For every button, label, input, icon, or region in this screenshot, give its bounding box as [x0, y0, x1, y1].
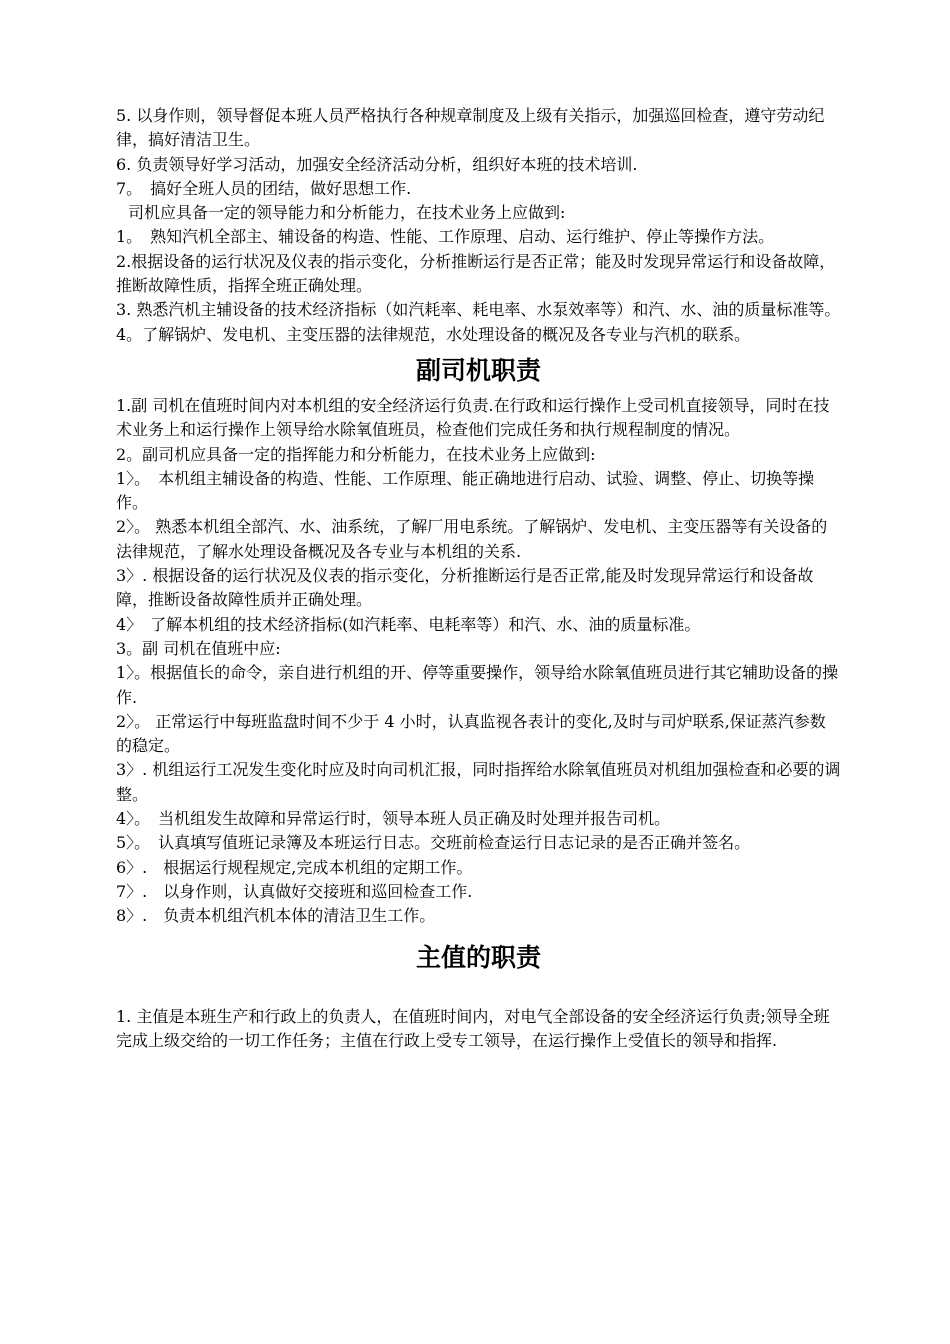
paragraph: 2〉。 熟悉本机组全部汽、水、油系统，了解厂用电系统。了解锅炉、发电机、主变压器等有关设备的法律规范，了解水处理设备概况及各专业与本机组的关系.: [116, 517, 828, 561]
paragraph: 2〉。 正常运行中每班监盘时间不少于 4 小时，认真监视各表计的变化,及时与司炉联系,保证蒸汽参数的稳定。: [116, 711, 826, 756]
paragraph: 4〉 了解本机组的技术经济指标(如汽耗率、电耗率等）和汽、水、油的质量标准。: [116, 614, 701, 634]
paragraph: 1〉。 本机组主辅设备的构造、性能、工作原理、能正确地进行启动、试验、调整、停止、切换等操作。: [116, 468, 815, 513]
section-heading: 主值的职责: [415, 942, 541, 972]
blank-line: [116, 981, 841, 1005]
paragraph: 4〉。 当机组发生故障和异常运行时，领导本班人员正确及时处理并报告司机。: [116, 809, 671, 829]
section-chief-duties: [116, 1005, 841, 1054]
paragraph: 6〉. 根据运行规程规定,完成本机组的定期工作。: [116, 857, 473, 877]
paragraph: 2.根据设备的运行状况及仪表的指示变化，分析推断运行是否正常；能及时发现异常运行和设备故障，推断故障性质，指挥全班正确处理。: [116, 251, 836, 296]
paragraph: 2。副司机应具备一定的指挥能力和分析能力，在技术业务上应做到:: [116, 444, 596, 464]
section-driver-duties: [116, 104, 841, 347]
paragraph: 7〉. 以身作则，认真做好交接班和巡回检查工作.: [116, 881, 473, 901]
paragraph: 3〉. 机组运行工况发生变化时应及时向司机汇报，同时指挥给水除氧值班员对机组加强检查和必要的调整。: [116, 760, 841, 804]
paragraph: 司机应具备一定的领导能力和分析能力，在技术业务上应做到:: [128, 203, 566, 223]
paragraph: 3〉. 根据设备的运行状况及仪表的指示变化，分析推断运行是否正常,能及时发现异常运行和设备故障，推断设备故障性质并正确处理。: [116, 566, 814, 610]
paragraph: 8〉. 负责本机组汽机本体的清洁卫生工作。: [116, 906, 436, 926]
section-assistant-driver-duties: [116, 394, 841, 929]
paragraph: 6. 负责领导好学习活动，加强安全经济活动分析，组织好本班的技术培训.: [116, 154, 638, 174]
paragraph: 5. 以身作则，领导督促本班人员严格执行各种规章制度及上级有关指示，加强巡回检查，遵守劳动纪律，搞好清洁卫生。: [116, 106, 825, 150]
paragraph: 5〉。 认真填写值班记录簿及本班运行日志。交班前检查运行日志记录的是否正确并签名。: [116, 833, 751, 853]
paragraph: 4。了解锅炉、发电机、主变压器的法律规范，水处理设备的概况及各专业与汽机的联系。: [116, 324, 751, 344]
paragraph: 1〉。根据值长的命令，亲自进行机组的开、停等重要操作，领导给水除氧值班员进行其它辅助设备的操作.: [116, 663, 839, 707]
paragraph: 7。 搞好全班人员的团结，做好思想工作.: [116, 178, 412, 198]
paragraph: 1。 熟知汽机全部主、辅设备的构造、性能、工作原理、启动、运行维护、停止等操作方法。: [116, 227, 775, 247]
section-heading: 副司机职责: [415, 355, 541, 385]
paragraph: 3。副 司机在值班中应:: [116, 638, 281, 658]
document-page: [116, 104, 841, 1053]
paragraph: 1. 主值是本班生产和行政上的负责人，在值班时间内，对电气全部设备的安全经济运行负责;领导全班完成上级交给的一切工作任务；主值在行政上受专工领导，在运行操作上受值长的领导和指挥.: [116, 1006, 830, 1050]
paragraph: 1.副 司机在值班时间内对本机组的安全经济运行负责.在行政和运行操作上受司机直接领导，同时在技术业务上和运行操作上领导给水除氧值班员，检查他们完成任务和执行规程制度的情况。: [116, 395, 830, 440]
paragraph: 3. 熟悉汽机主辅设备的技术经济指标（如汽耗率、耗电率、水泵效率等）和汽、水、油的质量标准等。: [116, 300, 841, 320]
